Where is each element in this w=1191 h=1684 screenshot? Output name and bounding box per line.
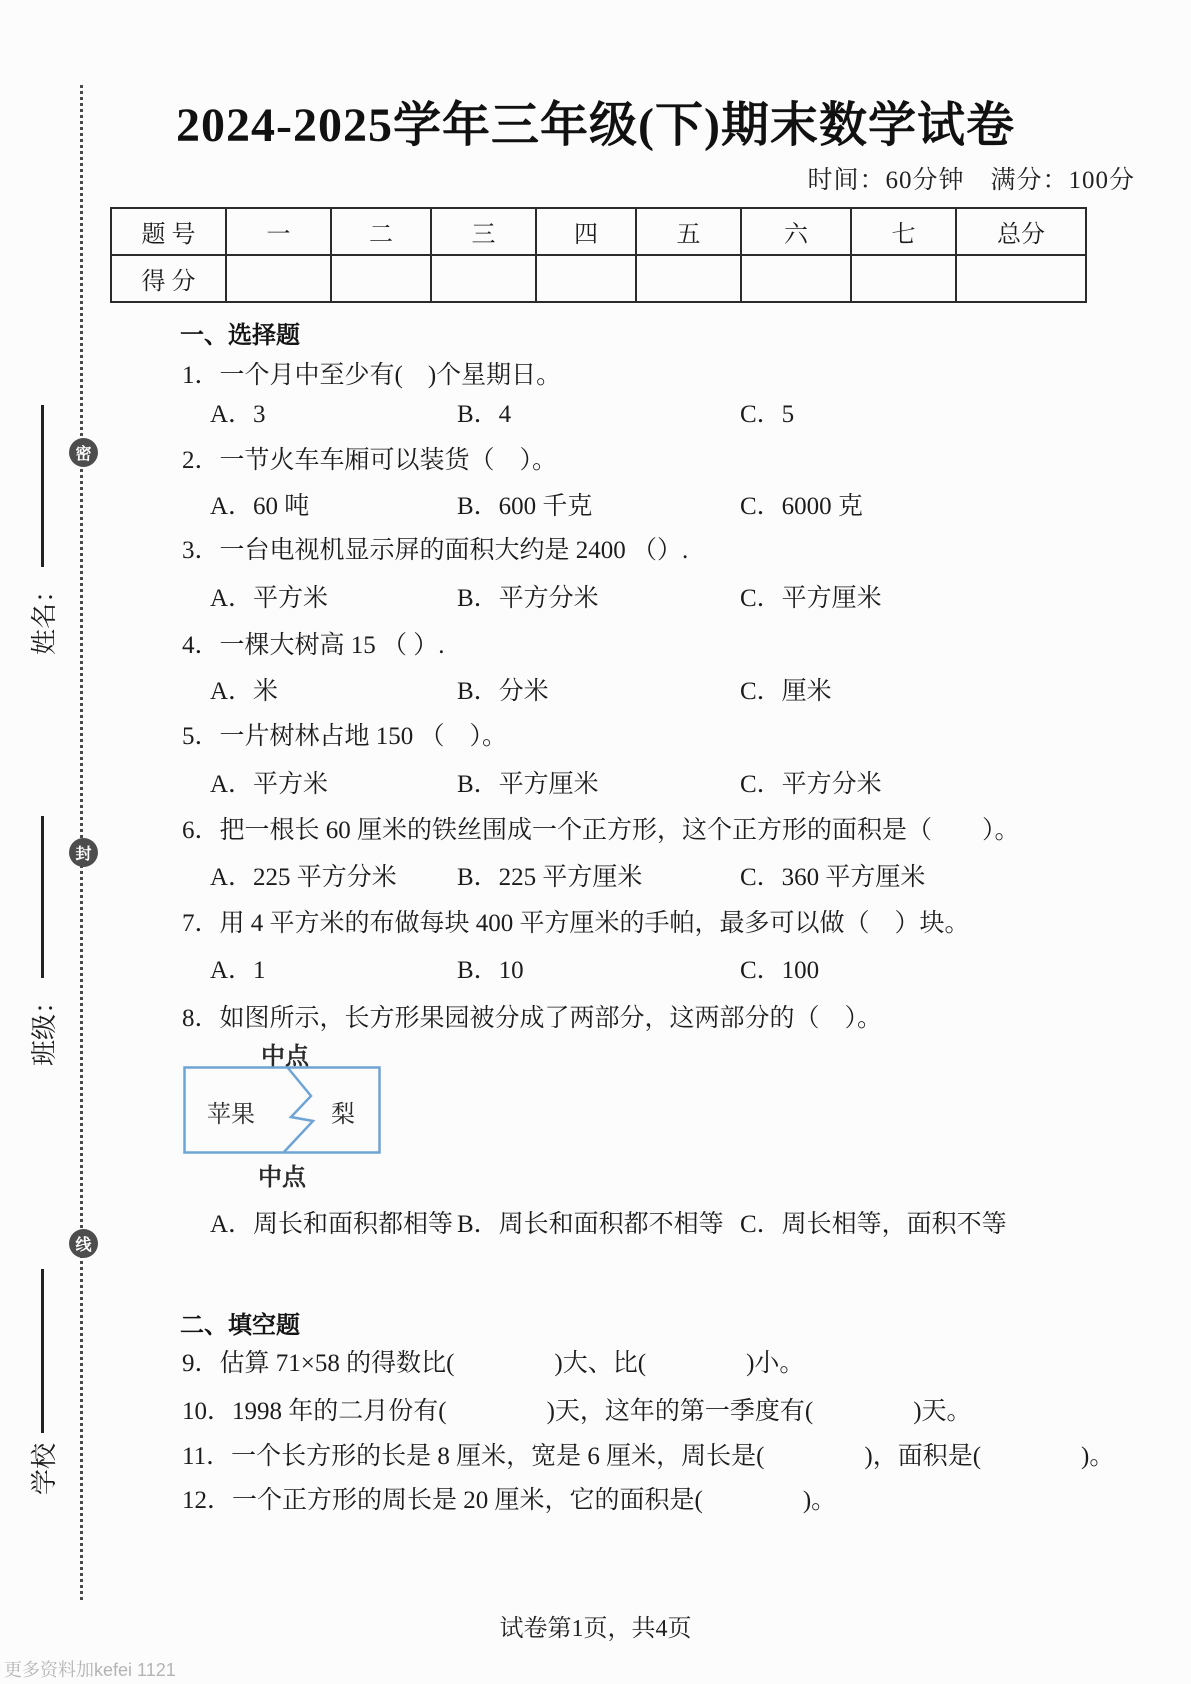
question-8-options	[0, 1204, 1191, 1238]
orchard-rectangle-figure	[183, 1066, 381, 1154]
option-a: A．3	[210, 401, 266, 428]
question-5-options	[0, 764, 1191, 798]
header-cell-1: 一	[226, 208, 331, 255]
question-12-text: 12．一个正方形的周长是 20 厘米，它的面积是( )。	[182, 1487, 837, 1514]
option-a: A．225 平方分米	[210, 864, 397, 891]
question-6-options	[0, 857, 1191, 891]
page-title: 2024-2025学年三年级(下)期末数学试卷	[176, 99, 1015, 152]
seal-badge-mi	[69, 438, 98, 467]
option-a: A．米	[210, 678, 279, 705]
question-10-text: 10．1998 年的二月份有( )天，这年的第一季度有( )天。	[182, 1398, 972, 1425]
question-3-text: 3．一台电视机显示屏的面积大约是 2400 （）.	[182, 537, 689, 564]
score-table	[110, 207, 1087, 303]
question-6-text: 6．把一根长 60 厘米的铁丝围成一个正方形，这个正方形的面积是（ ）。	[182, 817, 1020, 844]
watermark-text: 更多资料加kefei 1121	[4, 1660, 176, 1680]
option-a: A．周长和面积都相等	[210, 1211, 454, 1238]
time-and-score-info: 时间：60分钟 满分：100分	[807, 167, 1135, 194]
option-b: B．225 平方厘米	[457, 864, 643, 891]
option-c: C．平方厘米	[740, 585, 882, 612]
option-c: C．360 平方厘米	[740, 864, 926, 891]
score-cell-empty	[956, 255, 1086, 302]
header-cell-3: 三	[431, 208, 536, 255]
student-name-label: 姓名：	[29, 576, 59, 655]
option-a: A．平方米	[210, 771, 329, 798]
option-a: A．1	[210, 957, 266, 984]
question-4-text: 4．一棵大树高 15 （ ）.	[182, 632, 445, 659]
figure-apple-label: 苹果	[207, 1102, 255, 1128]
page-number-footer: 试卷第1页，共4页	[499, 1616, 692, 1642]
class-label: 班级：	[29, 987, 59, 1066]
option-c: C．厘米	[740, 678, 832, 705]
option-a: A．60 吨	[210, 493, 310, 520]
option-b: B．600 千克	[457, 493, 593, 520]
student-name-field	[25, 405, 59, 655]
figure-pear-label: 梨	[331, 1102, 355, 1128]
section-2-heading: 二、填空题	[180, 1312, 300, 1339]
score-cell-empty	[226, 255, 331, 302]
header-cell-total: 总分	[956, 208, 1086, 255]
score-table-score-row	[111, 255, 1086, 302]
option-b: B．平方分米	[457, 585, 599, 612]
option-b: B．平方厘米	[457, 771, 599, 798]
figure-midpoint-label-bottom: 中点	[258, 1165, 306, 1191]
seal-badge-label: 线	[75, 1237, 92, 1254]
question-2-options	[0, 486, 1191, 520]
class-field	[25, 816, 59, 1066]
question-7-text: 7．用 4 平方米的布做每块 400 平方厘米的手帕，最多可以做（ ）块。	[182, 910, 970, 937]
seal-badge-label: 密	[75, 446, 92, 463]
seal-badge-label: 封	[75, 846, 92, 863]
option-b: B．周长和面积都不相等	[457, 1211, 724, 1238]
option-b: B．4	[457, 401, 512, 428]
score-cell-empty	[536, 255, 636, 302]
question-3-options	[0, 578, 1191, 612]
figure-midpoint-label-top: 中点	[261, 1044, 309, 1070]
option-b: B．分米	[457, 678, 549, 705]
header-cell-2: 二	[331, 208, 431, 255]
option-c: C．100	[740, 957, 820, 984]
question-2-text: 2．一节火车车厢可以装货（ ）。	[182, 447, 558, 474]
option-c: C．平方分米	[740, 771, 882, 798]
option-b: B．10	[457, 957, 524, 984]
score-cell-empty	[636, 255, 741, 302]
question-7-options	[0, 950, 1191, 984]
header-cell-4: 四	[536, 208, 636, 255]
school-field	[25, 1245, 59, 1495]
question-8-text: 8．如图所示，长方形果园被分成了两部分，这两部分的（ ）。	[182, 1005, 883, 1032]
header-cell-6: 六	[741, 208, 851, 255]
score-cell-empty	[431, 255, 536, 302]
score-cell-empty	[331, 255, 431, 302]
option-a: A．平方米	[210, 585, 329, 612]
header-cell-question-number: 题 号	[111, 208, 226, 255]
score-cell-empty	[851, 255, 956, 302]
section-1-heading: 一、选择题	[180, 322, 300, 349]
question-11-text: 11．一个长方形的长是 8 厘米，宽是 6 厘米，周长是( )，面积是( )。	[182, 1443, 1115, 1470]
school-blank-line	[41, 1269, 44, 1433]
header-cell-5: 五	[636, 208, 741, 255]
option-c: C．6000 克	[740, 493, 863, 520]
question-9-text: 9．估算 71×58 的得数比( )大、比( )小。	[182, 1350, 805, 1377]
header-cell-7: 七	[851, 208, 956, 255]
school-label: 学校	[29, 1442, 59, 1495]
score-row-label: 得 分	[111, 255, 226, 302]
score-table-header-row	[111, 208, 1086, 255]
question-4-options	[0, 671, 1191, 705]
option-c: C．周长相等，面积不等	[740, 1211, 1007, 1238]
score-cell-empty	[741, 255, 851, 302]
question-1-text: 1．一个月中至少有( )个星期日。	[182, 362, 562, 389]
question-5-text: 5．一片树林占地 150 （ ）。	[182, 723, 508, 750]
question-1-options	[0, 394, 1191, 428]
option-c: C．5	[740, 401, 795, 428]
